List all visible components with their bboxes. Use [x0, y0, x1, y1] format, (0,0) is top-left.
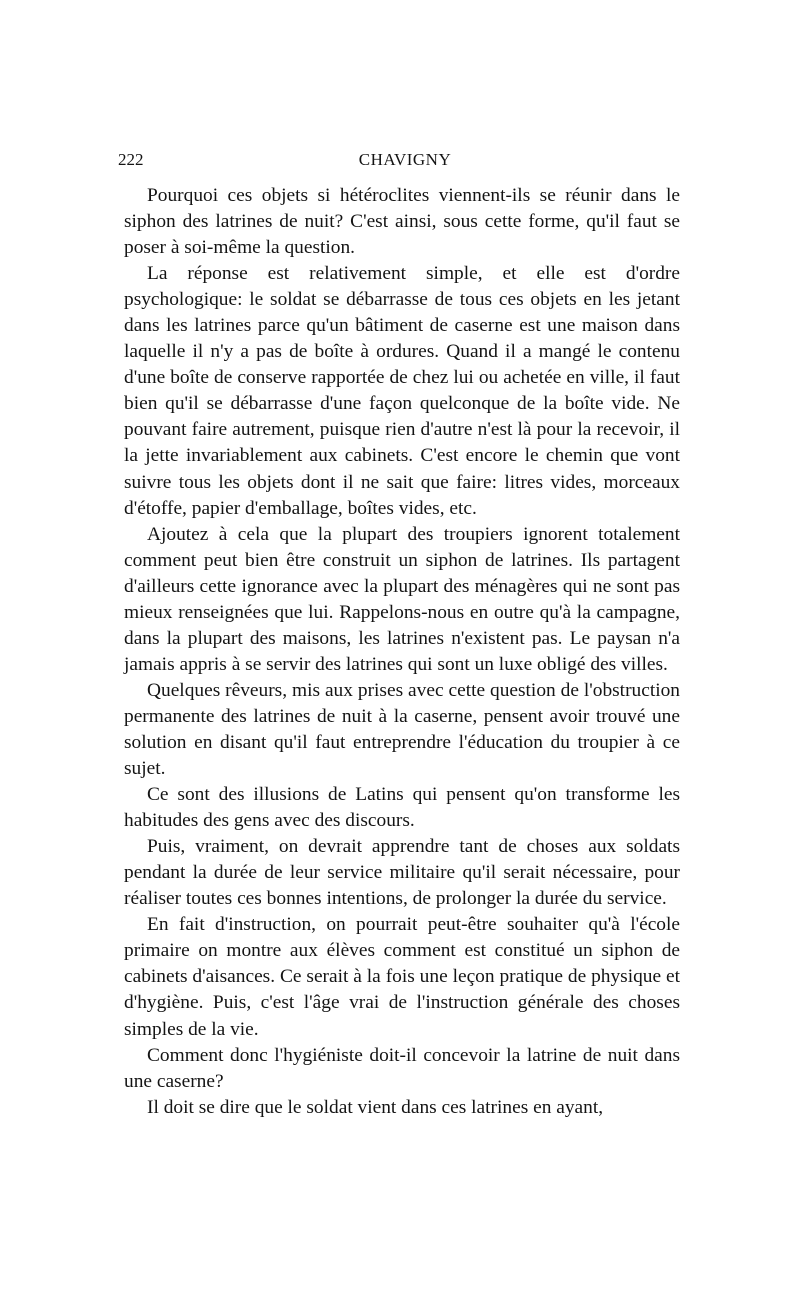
paragraph: La réponse est relativement simple, et elle est d'ordre psychologique: le soldat se débarrasse de tous ces objets en les jetant dans les latrines parce qu'un bâtiment de caserne est une maison dans laquelle il n'y a pas de boîte à ordures. Quand il a mangé le contenu d'une boîte de conserve rapportée de chez lui ou achetée en ville, il faut bien qu'il se débarrasse d'une façon quelconque de la boîte vide. Ne pouvant faire autrement, puisque rien d'autre n'est là pour la recevoir, il la jette invariablement aux cabinets. C'est encore le chemin que vont suivre tous les objets dont il ne sait que faire: litres vides, morceaux d'étoffe, papier d'emballage, boîtes vides, etc.: [124, 263, 680, 519]
paragraph: Pourquoi ces objets si hétéroclites viennent-ils se réunir dans le siphon des latrines de nuit? C'est ainsi, sous cette forme, qu'il faut se poser à soi-même la question.: [124, 185, 680, 259]
paragraph: Comment donc l'hygiéniste doit-il concevoir la latrine de nuit dans une caserne?: [124, 1044, 680, 1092]
paragraph: Quelques rêveurs, mis aux prises avec cette question de l'obstruction permanente des latrines de nuit à la caserne, pensent avoir trouvé une solution en disant qu'il faut entreprendre l'éducation du troupier à ce sujet.: [124, 679, 680, 780]
paragraph: Puis, vraiment, on devrait apprendre tant de choses aux soldats pendant la durée de leur service militaire qu'il serait nécessaire, pour réaliser toutes ces bonnes intentions, de prolonger la durée du service.: [124, 836, 680, 910]
body-text: [124, 183, 680, 1121]
page-number: 222: [118, 150, 144, 169]
paragraph: En fait d'instruction, on pourrait peut-être souhaiter qu'à l'école primaire on montre aux élèves comment est constitué un siphon de cabinets d'aisances. Ce serait à la fois une leçon pratique de physique et d'hygiène. Puis, c'est l'âge vrai de l'instruction générale des choses simples de la vie.: [124, 914, 680, 1040]
paragraph: Ajoutez à cela que la plupart des troupiers ignorent totalement comment peut bien être construit un siphon de latrines. Ils partagent d'ailleurs cette ignorance avec la plupart des ménagères qui ne sont pas mieux renseignées que lui. Rappelons-nous en outre qu'à la campagne, dans la plupart des maisons, les latrines n'existent pas. Le paysan n'a jamais appris à se servir des latrines qui sont un luxe obligé des villes.: [124, 523, 680, 675]
paragraph: Ce sont des illusions de Latins qui pensent qu'on transforme les habitudes des gens avec des discours.: [124, 784, 680, 832]
running-head: [118, 150, 680, 174]
running-title: CHAVIGNY: [358, 150, 452, 169]
paragraph: Il doit se dire que le soldat vient dans ces latrines en ayant,: [147, 1096, 604, 1118]
